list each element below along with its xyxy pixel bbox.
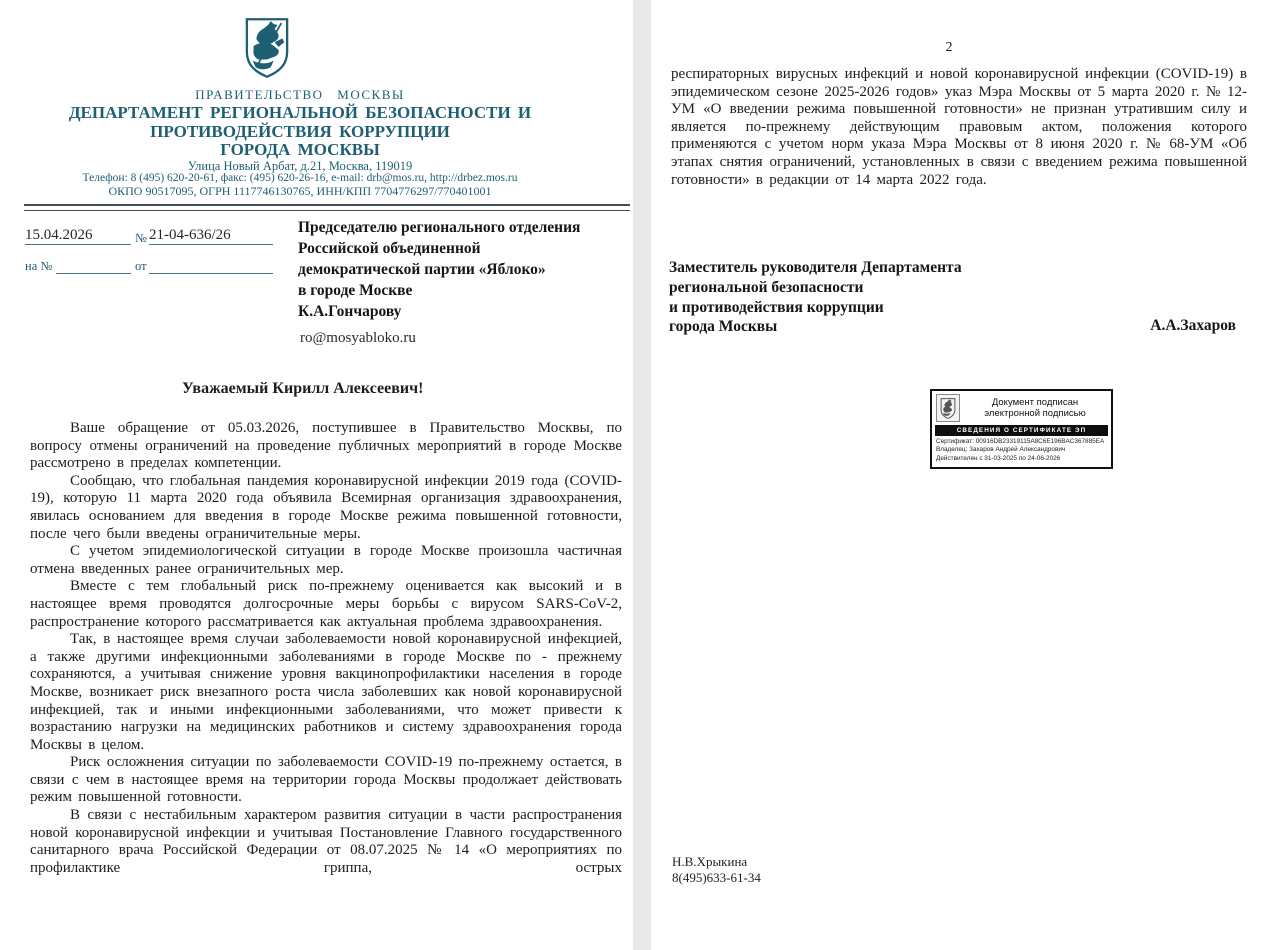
department-name-line: ДЕПАРТАМЕНТ РЕГИОНАЛЬНОЙ БЕЗОПАСНОСТИ И	[68, 103, 532, 122]
signer-position	[669, 258, 1069, 337]
body-paragraph: С учетом эпидемиологической ситуации в городе Москве произошла частичная отмена введенных ранее ограничительных мер.	[30, 543, 622, 577]
addressee-line: в городе Москве	[298, 282, 413, 299]
addressee-line: демократической партии «Яблоко»	[298, 261, 546, 278]
salutation: Уважаемый Кирилл Алексеевич!	[182, 380, 424, 397]
letter-page-2	[651, 0, 1280, 950]
department-name-line: ПРОТИВОДЕЙСТВИЯ КОРРУПЦИИ	[150, 121, 450, 141]
body-paragraph: В связи с нестабильным характером развития ситуации в части распространения новой коронавирусной инфекции и учитывая Постановление Главного государственного санитарного врача Российской Федерации от 08.07.2025 № 14 «О мероприятиях по профилактике гриппа, острых	[30, 807, 622, 876]
addressee-line: К.А.Гончарову	[298, 303, 402, 320]
letter-number: 21-04-636/26	[149, 227, 273, 245]
body-paragraph: Ваше обращение от 05.03.2026, поступившее в Правительство Москвы, по вопросу отмены ограничений на проведение публичных мероприятий в городе Москве рассмотрено в пределах компетенции.	[30, 420, 622, 472]
org-registration-codes: ОКПО 90517095, ОГРН 1117746130765, ИНН/КПП 7704776297/770401001	[108, 184, 492, 198]
stamp-details	[932, 436, 1111, 468]
department-name	[0, 104, 600, 160]
body-paragraph: Риск осложнения ситуации по заболеваемости COVID-19 по-прежнему остается, в связи с чем в настоящее время на территории города Москвы продолжает действовать режим повышенной готовности.	[30, 754, 622, 806]
addressee-block	[298, 217, 628, 322]
stamp-validity: Действителен с 31-03-2025 по 24-06-2026	[936, 454, 1061, 462]
body-paragraph: Так, в настоящее время случаи заболеваемости новой коронавирусной инфекцией, а также другими инфекционными заболеваниями в городе Москве по - прежнему сохраняются, а учитывая снижение уровня вакцинопрофилактики населения в городе Москве, возникает риск внезапного роста числа заболевших как новой коронавирусной инфекцией, так и иными инфекционными заболеваниями, что может привести к возрастанию нагрузки на медицинских работников и систему здравоохранения города Москвы в целом.	[30, 631, 622, 753]
stamp-title-line-1: Документ подписан	[991, 396, 1079, 408]
stamp-certificate-number: Сертификат: 00916DB23319115A8C6E196BAC367885EA	[936, 438, 1105, 445]
org-address: Улица Новый Арбат, д.21, Москва, 119019	[187, 159, 413, 173]
letter-page-1	[0, 0, 633, 950]
reply-number-blank-line	[56, 256, 131, 274]
reply-from-label: от	[135, 259, 147, 273]
ref-number-label: №	[135, 231, 147, 245]
letter-date: 15.04.2026	[25, 227, 131, 245]
signer-position-line: Заместитель руководителя Департамента	[669, 259, 962, 276]
executor-phone: 8(495)633-61-34	[672, 869, 761, 885]
signer-name: А.А.Захаров	[1150, 317, 1236, 334]
signer-position-line: города Москвы	[669, 318, 778, 336]
stamp-owner: Владелец: Захаров Андрей Александрович	[936, 446, 1066, 454]
letter-body-page-1	[30, 420, 622, 877]
government-title: ПРАВИТЕЛЬСТВО МОСКВЫ	[195, 87, 405, 102]
header-divider	[24, 204, 630, 211]
reply-to-number-label: на №	[25, 259, 53, 273]
body-paragraph: Вместе с тем глобальный риск по-прежнему оценивается как высокий и в настоящее время проводятся долгосрочные меры борьбы с вирусом SARS-CoV-2, распространение которого рассматривается как актуальная проблема здравоохранения.	[30, 578, 622, 630]
page-number: 2	[945, 40, 953, 55]
addressee-email: ro@mosyabloko.ru	[300, 330, 416, 346]
reply-date-blank-line	[149, 256, 273, 274]
addressee-line: Председателю регионального отделения	[298, 219, 581, 236]
moscow-coat-of-arms-small-icon	[936, 394, 960, 422]
electronic-signature-stamp	[930, 389, 1113, 469]
signer-position-line: и противодействия коррупции	[669, 298, 884, 316]
stamp-title	[964, 397, 1106, 420]
stamp-certificate-banner: СВЕДЕНИЯ О СЕРТИФИКАТЕ ЭП	[935, 425, 1108, 436]
stamp-header	[932, 391, 1111, 424]
executor-block	[672, 854, 761, 885]
letter-body-page-2: респираторных вирусных инфекций и новой коронавирусной инфекции (COVID-19) в эпидемическом сезоне 2025-2026 годов» указ Мэра Москвы от 5 марта 2020 г. № 12-УМ «О введении режима повышенной готовности» не признан утратившим силу и является по-прежнему действующим правовым актом, положения которого применяются с учетом норм указа Мэра Москвы от 8 июня 2020 г. № 68-УМ «Об этапах снятия ограничений, установленных в связи с введением режима повышенной готовности» в редакции от 14 марта 2022 года.	[671, 66, 1247, 188]
addressee-line: Российской объединенной	[298, 240, 481, 257]
executor-name: Н.В.Хрыкина	[672, 854, 748, 869]
stamp-title-line-2: электронной подписью	[984, 408, 1086, 419]
department-name-line: ГОРОДА МОСКВЫ	[220, 140, 380, 159]
body-paragraph: Сообщаю, что глобальная пандемия коронавирусной инфекции 2019 года (COVID-19), которую 11 марта 2020 года объявила Всемирная организация здравоохранения, явилась основанием для введения в городе Москве режима повышенной готовности, после чего были введены ограничительные меры.	[30, 472, 622, 542]
moscow-coat-of-arms-icon	[244, 17, 290, 79]
org-contacts: Телефон: 8 (495) 620-20-61, факс: (495) 620-26-16, e-mail: drb@mos.ru, http://drbez.mos.ru	[82, 171, 518, 184]
signer-position-line: региональной безопасности	[669, 278, 864, 296]
